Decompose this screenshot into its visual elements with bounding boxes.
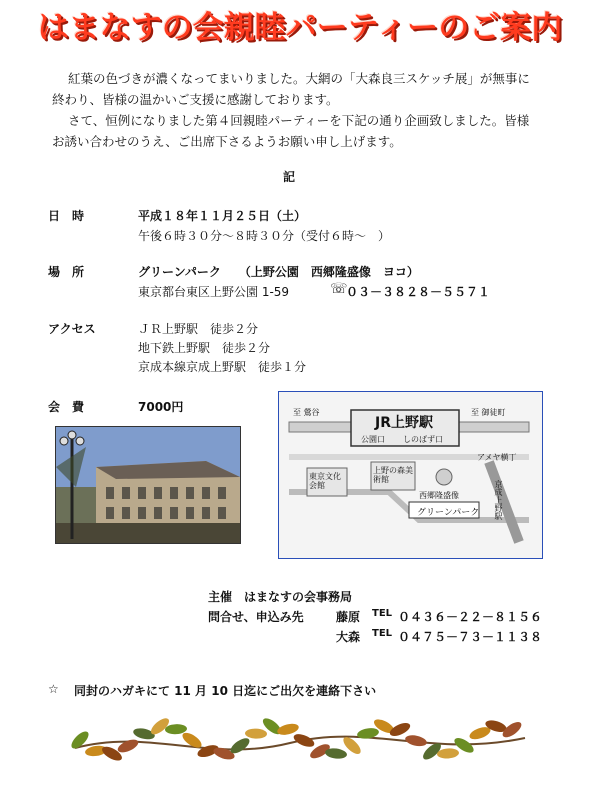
- leaf: [70, 729, 91, 752]
- map-station-name: JR上野駅: [375, 415, 433, 431]
- map-keisei-ueno: 京成上野駅: [494, 480, 503, 520]
- leaf: [404, 734, 428, 748]
- intro-line-1: 紅葉の色づきが濃くなってまいりました。大網の「大森良三スケッチ展」が無事に: [68, 71, 530, 86]
- place-line-2: 東京都台東区上野公園 1-59: [138, 285, 290, 299]
- place-phone: ０３－３８２８－５５７１: [346, 285, 491, 299]
- fee-label: 会 費: [48, 400, 85, 414]
- map-saigo-statue: 西郷隆盛像: [419, 491, 459, 500]
- star-icon: ☆: [48, 682, 59, 696]
- autumn-leaves-decoration: [70, 708, 530, 778]
- intro-line-4: お誘い合わせのうえ、ご出席下さるようお願い申し上げます。: [52, 134, 402, 149]
- map-green-park: グリーンパーク: [417, 508, 480, 518]
- page-title: はまなすの会親睦パーティーのご案内: [37, 10, 563, 46]
- date-line-2: 午後６時３０分～８時３０分（受付６時～ ）: [138, 229, 391, 243]
- contact-number: ０４３６－２２－８１５６: [398, 610, 543, 624]
- tel-label: TEL: [372, 608, 393, 619]
- contact-name: 藤原: [336, 610, 361, 624]
- leaf: [116, 737, 140, 755]
- contact-label: 問合せ、申込み先: [208, 610, 304, 624]
- place-line-1: グリーンパーク （上野公園 西郷隆盛像 ヨコ）: [138, 265, 419, 279]
- host-label: 主催 はまなすの会事務局: [208, 590, 353, 604]
- map-ueno-museum: 上野の森美術館: [373, 466, 413, 484]
- phone-icon: ☏: [330, 281, 348, 297]
- leaf: [437, 748, 460, 760]
- tel-label: TEL: [372, 628, 393, 639]
- intro-line-3: さて、恒例になりました第４回親睦パーティーを下記の通り企画致しました。皆様: [68, 113, 530, 128]
- access-line: 京成本線京成上野駅 徒歩１分: [138, 360, 307, 374]
- access-map: [278, 391, 543, 559]
- map-label-okachimachi: 至 御徒町: [471, 408, 506, 417]
- place-label: 場 所: [48, 265, 85, 279]
- map-label-uguisudani: 至 鶯谷: [293, 408, 320, 417]
- rsvp-notice: 同封のハガキにて 11 月 10 日迄にご出欠を連絡下さい: [74, 684, 377, 698]
- access-line: 地下鉄上野駅 徒歩２分: [138, 341, 271, 355]
- map-bunka-kaikan: 東京文化会館: [309, 472, 341, 490]
- leaf: [245, 728, 267, 739]
- map-ameyoko: アメヤ横丁: [477, 453, 517, 462]
- contact-name: 大森: [336, 630, 361, 644]
- access-label: アクセス: [48, 322, 96, 336]
- venue-photo: [55, 426, 241, 544]
- contact-number: ０４７５－７３－１１３８: [398, 630, 543, 644]
- map-exit-shinobazu: しのばず口: [403, 435, 443, 444]
- access-line: ＪＲ上野駅 徒歩２分: [138, 322, 259, 336]
- ki-heading: 記: [283, 170, 296, 184]
- leaf: [165, 724, 187, 735]
- date-line-1: 平成１８年１１月２５日（土）: [138, 209, 307, 223]
- map-exit-park: 公園口: [361, 435, 385, 444]
- leaf: [292, 732, 316, 750]
- intro-line-2: 終わり、皆様の温かいご支援に感謝しております。: [52, 92, 339, 107]
- fee-value: 7000円: [138, 400, 184, 414]
- date-label: 日 時: [48, 209, 85, 223]
